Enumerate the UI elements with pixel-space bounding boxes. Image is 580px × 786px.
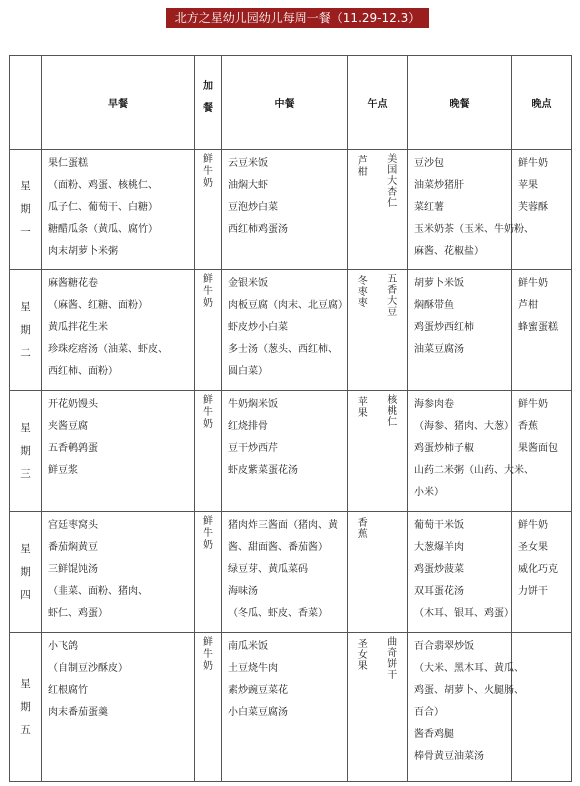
menu-line: （面粉、鸡蛋、核桃仁、	[48, 180, 158, 191]
extra-cell	[195, 150, 222, 270]
menu-line: （韭菜、面粉、猪肉、	[48, 586, 148, 597]
breakfast-cell	[42, 633, 195, 782]
menu-line: 果酱面包	[518, 443, 558, 454]
afternoon-fruit: 香蕉	[357, 518, 368, 540]
page-title: 北方之星幼儿园幼儿每周一餐（11.29-12.3）	[166, 8, 429, 28]
day-name-text: 星期五	[20, 677, 31, 736]
menu-line: 虾仁、鸡蛋）	[48, 608, 108, 619]
menu-line: 珍珠疙瘩汤（油菜、虾皮、	[48, 344, 168, 355]
menu-line: 双耳蛋花汤	[414, 586, 464, 597]
menu-line: 糖醋瓜条（黄瓜、腐竹）	[48, 224, 158, 235]
menu-line: 油菜炒猪肝	[414, 180, 464, 191]
menu-line: 云豆米饭	[228, 158, 268, 169]
menu-line: 鸡蛋炒柿子椒	[414, 443, 474, 454]
extra-cell	[195, 633, 222, 782]
afternoon-fruit: 冬枣枣	[357, 276, 368, 309]
menu-line: 土豆烧牛肉	[228, 663, 278, 674]
menu-line: 肉末番茄蛋羹	[48, 707, 108, 718]
day-row	[10, 512, 572, 633]
header-row	[10, 56, 572, 150]
menu-line: 多士汤（葱头、西红柿、	[228, 344, 338, 355]
day-name-text: 星期三	[20, 421, 31, 480]
menu-line: 肉板豆腐（肉末、北豆腐）	[228, 300, 348, 311]
breakfast-cell	[42, 150, 195, 270]
menu-line: 麻酱、花椒盐）	[414, 246, 484, 257]
afternoon-snack: 五香大豆	[387, 274, 398, 318]
menu-line: 红根腐竹	[48, 685, 88, 696]
evening-cell	[512, 270, 572, 391]
menu-line: 油焖大虾	[228, 180, 268, 191]
menu-line: 西红柿鸡蛋汤	[228, 224, 288, 235]
menu-line: 果仁蛋糕	[48, 158, 88, 169]
afternoon-cell	[348, 270, 408, 391]
menu-line: 豆沙包	[414, 158, 444, 169]
menu-line: 黄瓜拌花生米	[48, 322, 108, 333]
menu-line: 海味汤	[228, 586, 258, 597]
evening-cell	[512, 512, 572, 633]
menu-line: 香蕉	[518, 421, 538, 432]
afternoon-cell	[348, 512, 408, 633]
extra-text: 鲜牛奶	[203, 516, 213, 551]
menu-line: 油菜豆腐汤	[414, 344, 464, 355]
lunch-cell	[222, 391, 348, 512]
dinner-cell	[408, 633, 524, 782]
menu-line: 鲜牛奶	[518, 158, 548, 169]
afternoon-snack: 曲奇饼干	[387, 637, 398, 681]
lunch-cell	[222, 150, 348, 270]
menu-line: 圣女果	[518, 542, 548, 553]
dinner-cell	[408, 270, 512, 391]
day-row	[10, 150, 572, 270]
extra-cell	[195, 512, 222, 633]
header-afternoon: 午点	[348, 56, 408, 150]
menu-line: 虾皮炒小白菜	[228, 322, 288, 333]
menu-line: 百合翡翠炒饭	[414, 641, 474, 652]
menu-line: 鲜牛奶	[518, 399, 548, 410]
menu-line: 小白菜豆腐汤	[228, 707, 288, 718]
menu-line: 五香鹌鹑蛋	[48, 443, 98, 454]
afternoon-fruit: 圣女果	[357, 639, 368, 672]
menu-line: 豆干炒西芹	[228, 443, 278, 454]
menu-line: （自制豆沙酥皮）	[48, 663, 128, 674]
menu-line: 番茄焖黄豆	[48, 542, 98, 553]
header-lunch: 中餐	[222, 56, 348, 150]
day-name	[10, 512, 42, 633]
lunch-cell	[222, 270, 348, 391]
afternoon-cell	[348, 391, 408, 512]
menu-line: 鸡蛋、胡萝卜、火腿肠、	[414, 685, 524, 696]
menu-line: 猪肉炸三酱面（猪肉、黄	[228, 520, 338, 531]
menu-line: 海参肉卷	[414, 399, 454, 410]
afternoon-snack: 美国大杏仁	[387, 154, 398, 209]
menu-line: 玉米奶茶（玉米、牛奶粉、	[414, 224, 534, 235]
menu-line: 麻酱糖花卷	[48, 278, 98, 289]
menu-line: 鸡蛋炒菠菜	[414, 564, 464, 575]
menu-line: 肉末胡萝卜米粥	[48, 246, 118, 257]
lunch-cell	[222, 512, 348, 633]
day-row	[10, 391, 572, 512]
day-row	[10, 633, 572, 782]
menu-line: 胡萝卜米饭	[414, 278, 464, 289]
menu-line: 鸡蛋炒西红柿	[414, 322, 474, 333]
menu-line: 小飞鸽	[48, 641, 78, 652]
menu-line: 素炒豌豆菜花	[228, 685, 288, 696]
evening-cell	[512, 633, 572, 782]
menu-line: 宫廷枣窝头	[48, 520, 98, 531]
menu-line: 山药二米粥（山药、大米、	[414, 465, 534, 476]
day-name	[10, 270, 42, 391]
menu-line: 金银米饭	[228, 278, 268, 289]
menu-line: 鲜牛奶	[518, 278, 548, 289]
menu-line: 菜红薯	[414, 202, 444, 213]
menu-line: 牛奶焖米饭	[228, 399, 278, 410]
menu-line: 酱、甜面酱、番茄酱）	[228, 542, 328, 553]
day-name-text: 星期四	[20, 542, 31, 601]
menu-line: 大葱爆羊肉	[414, 542, 464, 553]
afternoon-snack	[387, 516, 398, 540]
breakfast-cell	[42, 391, 195, 512]
menu-line: （麻酱、红糖、面粉）	[48, 300, 148, 311]
menu-line: 豆泡炒白菜	[228, 202, 278, 213]
extra-text: 鲜牛奶	[203, 274, 213, 309]
menu-line: （冬瓜、虾皮、香菜）	[228, 608, 328, 619]
menu-line: 夹酱豆腐	[48, 421, 88, 432]
header-extra-text: 加餐	[203, 81, 213, 114]
afternoon-snack: 核桃仁	[387, 395, 398, 428]
extra-text: 鲜牛奶	[203, 154, 213, 189]
menu-line: 瓜子仁、葡萄干、白糖）	[48, 202, 158, 213]
header-breakfast: 早餐	[42, 56, 195, 150]
menu-line: （木耳、银耳、鸡蛋）	[414, 608, 514, 619]
menu-line: 葡萄干米饭	[414, 520, 464, 531]
evening-cell	[512, 391, 572, 512]
day-name-text: 星期一	[20, 180, 31, 238]
menu-line: 酱香鸡腿	[414, 729, 454, 740]
menu-line: 南瓜米饭	[228, 641, 268, 652]
menu-line: 开花奶馒头	[48, 399, 98, 410]
menu-line: 鲜牛奶	[518, 520, 548, 531]
menu-line: 芙蓉酥	[518, 202, 548, 213]
extra-text: 鲜牛奶	[203, 395, 213, 430]
menu-line: 焖酥带鱼	[414, 300, 454, 311]
menu-line: 威化巧克	[518, 564, 558, 575]
header-blank	[10, 56, 42, 150]
menu-line: 鲜豆浆	[48, 465, 78, 476]
day-name-text: 星期二	[20, 300, 31, 359]
menu-line: 苹果	[518, 180, 538, 191]
breakfast-cell	[42, 270, 195, 391]
header-extra	[195, 56, 222, 150]
extra-cell	[195, 391, 222, 512]
menu-line: 西红柿、面粉）	[48, 366, 118, 377]
menu-line: 虾皮紫菜蛋花汤	[228, 465, 298, 476]
menu-line: 小米）	[414, 487, 444, 498]
header-evening: 晚点	[512, 56, 572, 150]
day-name	[10, 633, 42, 782]
extra-cell	[195, 270, 222, 391]
day-name	[10, 150, 42, 270]
menu-line: 红烧排骨	[228, 421, 268, 432]
afternoon-cell	[348, 150, 408, 270]
afternoon-fruit: 苹果	[357, 397, 368, 419]
menu-line: 百合）	[414, 707, 444, 718]
breakfast-cell	[42, 512, 195, 633]
extra-text: 鲜牛奶	[203, 637, 213, 672]
header-dinner: 晚餐	[408, 56, 512, 150]
menu-line: 蜂蜜蛋糕	[518, 322, 558, 333]
lunch-cell	[222, 633, 348, 782]
menu-line: （海参、猪肉、大葱）	[414, 421, 514, 432]
menu-line: （大米、黑木耳、黄瓜、	[414, 663, 524, 674]
dinner-cell	[408, 512, 512, 633]
day-name	[10, 391, 42, 512]
menu-line: 棒骨黄豆油菜汤	[414, 751, 484, 762]
afternoon-cell	[348, 633, 408, 782]
menu-line: 圆白菜）	[228, 366, 268, 377]
weekly-menu-table	[9, 55, 572, 782]
menu-line: 芦柑	[518, 300, 538, 311]
evening-cell	[512, 150, 572, 270]
day-row	[10, 270, 572, 391]
menu-line: 三鲜馄饨汤	[48, 564, 98, 575]
menu-line: 绿豆芽、黄瓜菜码	[228, 564, 308, 575]
afternoon-fruit: 芦柑	[357, 156, 368, 178]
menu-line: 力饼干	[518, 586, 548, 597]
